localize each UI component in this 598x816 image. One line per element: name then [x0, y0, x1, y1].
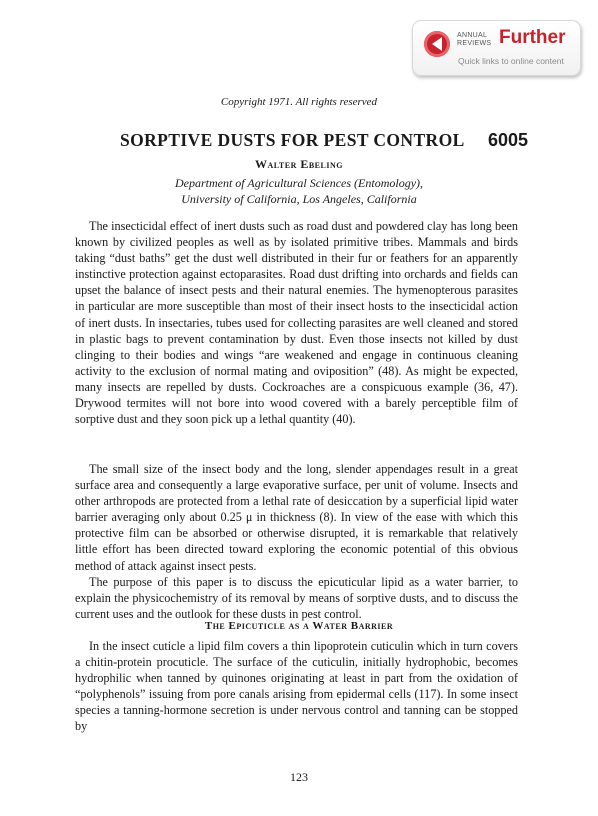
- author-affiliation-university: University of California, Los Angeles, California: [181, 192, 417, 206]
- badge-tagline: Quick links to online content: [458, 56, 564, 66]
- section-heading: The Epicuticle as a Water Barrier: [204, 620, 394, 632]
- annual-reviews-logo-icon: [424, 31, 450, 57]
- page-number: 123: [290, 770, 308, 784]
- body-paragraph-3: The purpose of this paper is to discuss the epicuticular lipid as a water barrier, to explain the physicochemistry of its removal by means of sorptive dusts, and to discuss the current uses and the outlook for these dusts in pest control.: [75, 575, 518, 622]
- article-title: SORPTIVE DUSTS FOR PEST CONTROL: [120, 130, 465, 150]
- body-paragraph-4: In the insect cuticle a lipid film covers a thin lipoprotein cuticulin which in turn covers a chitin-protein procuticle. The surface of the cuticulin, initially hydrophobic, becomes hydrophilic when tanned by quinones originating at least in part from the oxidation of “polyphenols” issuing from pore canals arising from epidermal cells (117). In some insect species a tanning-hormone secretion is under nervous control and tanning can be stopped by: [75, 639, 518, 734]
- author-name: Walter Ebeling: [255, 157, 343, 171]
- annual-reviews-further-badge[interactable]: [412, 20, 581, 76]
- article-number: 6005: [488, 130, 529, 150]
- copyright-notice: Copyright 1971. All rights reserved: [220, 96, 378, 108]
- body-paragraph-2: The small size of the insect body and the long, slender appendages result in a great surface area and consequently a large evaporative surface, per unit of volume. Insects and other arthropods are protected from a lethal rate of desiccation by a superficial lipid water barrier averaging only about 0.25 μ in thickness (8). In view of the ease with which this protective film can be absorbed or otherwise disrupted, it is remarkable that relatively little effort has been directed toward exploring the economic potential of this obvious method of attack against insect pests.: [75, 462, 518, 573]
- body-paragraph-1: The insecticidal effect of inert dusts such as road dust and powdered clay has long been known by civilized peoples as well as by isolated primitive tribes. Mammals and birds taking “dust baths” get the dust well distributed in their fur or feathers for an apparently instinctive protection against ectoparasites. Road dust drifting into orchards and fields can upset the balance of insect pests and their natural enemies. The hymenopterous parasites in particular are more susceptible than most of their insect hosts to the insecticidal action of inert dusts. In insectaries, tubes used for collecting parasites are well cleaned and stored in plastic bags to prevent contamination by dust. Even those insects not killed by dust clinging to their bodies and wings “are weakened and engage in continuous cleaning activity to the exclusion of normal mating and oviposition” (48). As might be expected, many insects are repelled by dusts. Cockroaches are a conspicuous example (36, 47). Drywood termites will not bore into wood covered with a barely perceptible film of sorptive dust and they soon pick up a lethal quantity (40).: [75, 219, 518, 427]
- badge-publisher-label: ANNUAL REVIEWS: [457, 32, 492, 47]
- author-affiliation-department: Department of Agricultural Sciences (Entomology),: [174, 176, 424, 190]
- badge-further-label: Further: [499, 27, 566, 48]
